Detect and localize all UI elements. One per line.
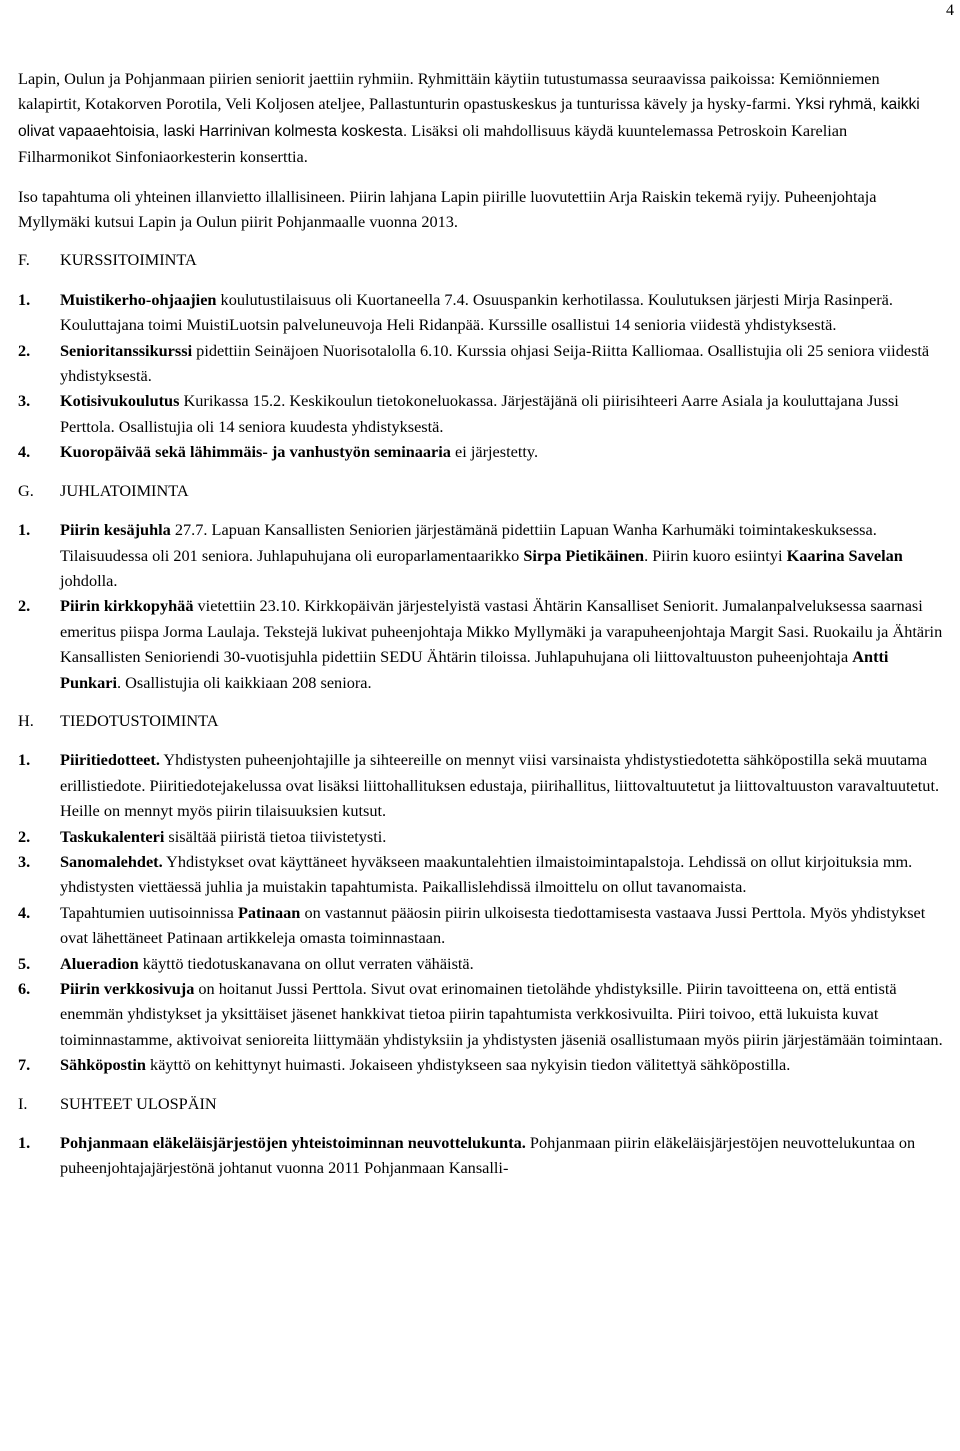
list-item: 4. Tapahtumien uutisoinnissa Patinaan on vastannut pääosin piirin ulkoisesta tiedottamisesta vastaava Jussi Perttola. Myös yhdistykset ovat lähettäneet Patinaan artikkeleja omasta toiminnastaan. <box>18 902 926 948</box>
intro-paragraph-2: Iso tapahtuma oli yhteinen illanvietto illallisineen. Piirin lahjana Lapin piirille luovutettiin Arja Raiskin tekemä ryijy. Puheenjohtaja Myllymäki kutsui Lapin ja Oulun piirit Pohjanmaalle vuonna 2013. <box>18 186 877 232</box>
section-g-list <box>18 517 944 695</box>
list-item: 1. Piirin kesäjuhla 27.7. Lapuan Kansallisten Seniorien järjestämänä pidettiin Lapuan Wanha Karhumäki toimintakeskuksessa. Tilaisuudessa oli 201 seniora. Juhlapuhujana oli europarlamentaarikko Sirpa Pietikäinen. Piirin kuoro esiintyi Kaarina Savelan johdolla. <box>18 520 903 590</box>
list-item: 2. Taskukalenteri sisältää piiristä tietoa tiivistetysti. <box>18 826 387 846</box>
section-heading-g: G. JUHLATOIMINTA <box>18 480 189 500</box>
list-item: 5. Alueradion käyttö tiedotuskanavana on ollut verraten vähäistä. <box>18 953 474 973</box>
list-item: 1. Pohjanmaan eläkeläisjärjestöjen yhteistoiminnan neuvottelukunta. Pohjanmaan piirin eläkeläisjärjestöjen neuvottelukuntaa on puheenjohtajajärjestönä johtanut vuonna 2011 Pohjanmaan Kansalli- <box>18 1133 916 1178</box>
document-body <box>18 66 944 1181</box>
list-item: 7. Sähköpostin käyttö on kehittynyt huimasti. Jokaiseen yhdistykseen saa nykyisin tiedon välitettyä sähköpostilla. <box>18 1055 791 1075</box>
section-h-list <box>18 747 944 1077</box>
section-i-list <box>18 1130 944 1181</box>
section-heading-h: H. TIEDOTUSTOIMINTA <box>18 710 219 730</box>
section-heading-f: F. KURSSITOIMINTA <box>18 250 197 270</box>
list-item: 3. Sanomalehdet. Yhdistykset ovat käyttäneet hyväkseen maakuntalehtien ilmaistoimintapalstoja. Lehdissä on ollut kirjoituksia mm. yhdistysten viettäessä juhlia ja muistakin tapahtumista. Paikallislehdissä ilmoittelu on ollut tavanomaista. <box>18 851 913 897</box>
section-f-list <box>18 287 944 465</box>
page-number: 4 <box>946 2 954 19</box>
list-item: 4. Kuoropäivää sekä lähimmäis- ja vanhustyön seminaaria ei järjestetty. <box>18 442 539 462</box>
section-heading-i: I. SUHTEET ULOSPÄIN <box>18 1093 217 1113</box>
list-item: 3. Kotisivukoulutus Kurikassa 15.2. Keskikoulun tietokoneluokassa. Järjestäjänä oli piirisihteeri Aarre Asiala ja kouluttajana Jussi Perttola. Osallistujia oli 14 seniora kuudesta yhdistyksestä. <box>18 391 899 436</box>
intro-paragraph-1: Lapin, Oulun ja Pohjanmaan piirien seniorit jaettiin ryhmiin. Ryhmittäin käytiin tutustumassa seuraavissa paikoissa: Kemiönniemen kalapirtit, Kotakorven Porotila, Veli Koljosen ateljee, Pallastunturin opastuskeskus ja tunturissa kävely ja hysky-farmi. Yksi ryhmä, kaikki olivat vapaaehtoisia, laski Harrinivan kolmesta koskesta. Lisäksi oli mahdollisuus käydä kuuntelemassa Petroskoin Karelian Filharmonikot Sinfoniaorkesterin konserttia. <box>18 69 920 167</box>
list-item: 2. Senioritanssikurssi pidettiin Seinäjoen Nuorisotalolla 6.10. Kurssia ohjasi Seija-Riitta Kalliomaa. Osallistujia oli 25 seniora viidestä yhdistyksestä. <box>18 340 930 386</box>
list-item: 1. Muistikerho-ohjaajien koulutustilaisuus oli Kuortaneella 7.4. Osuuspankin kerhotilassa. Koulutuksen järjesti Mirja Rasinperä. Kouluttajana toimi MuistiLuotsin palveluneuvoja Heli Ridanpää. Kurssille osallistui 14 senioria viidestä yhdistyksestä. <box>18 289 893 335</box>
list-item: 6. Piirin verkkosivuja on hoitanut Jussi Perttola. Sivut ovat erinomainen tietolähde yhdistyksille. Piirin tavoitteena on, että entistä enemmän yhdistykset ja yksittäiset jäsenet hankkivat tietoa piirin tapahtumista verkkosivuilta. Piiri toivoo, että lukuista kuvat toiminnastamme, aktivoivat senioreita liittymään yhdistyksiin ja yhdistysten jäseniä osallistumaan myös piirin järjestämään toimintaan. <box>18 979 943 1049</box>
list-item: 1. Piiritiedotteet. Yhdistysten puheenjohtajille ja sihteereille on mennyt viisi varsinaista yhdistystiedotetta sähköpostilla sekä muutama erillistiedote. Piiritiedotejakelussa ovat lisäksi liittohallituksen edustaja, piirihallitus, liittovaltuutetut ja liittovaltuuston varavaltuutetut. Heille on mennyt myös piirin tilaisuuksien kutsut. <box>18 750 940 821</box>
list-item: 2. Piirin kirkkopyhää vietettiin 23.10. Kirkkopäivän järjestelyistä vastasi Ähtärin Kansalliset Seniorit. Jumalanpalveluksessa saarnasi emeritus piispa Jorma Laulaja. Tekstejä lukivat puheenjohtaja Mikko Myllymäki ja varapuheenjohtaja Margit Sasi. Ruokailu ja Ähtärin Kansallisten Senioriendi 30-vuotisjuhla pidettiin SEDU Ähtärin tiloissa. Juhlapuhujana oli liittovaltuuston puheenjohtaja Antti Punkari. Osallistujia oli kaikkiaan 208 seniora. <box>18 596 943 692</box>
